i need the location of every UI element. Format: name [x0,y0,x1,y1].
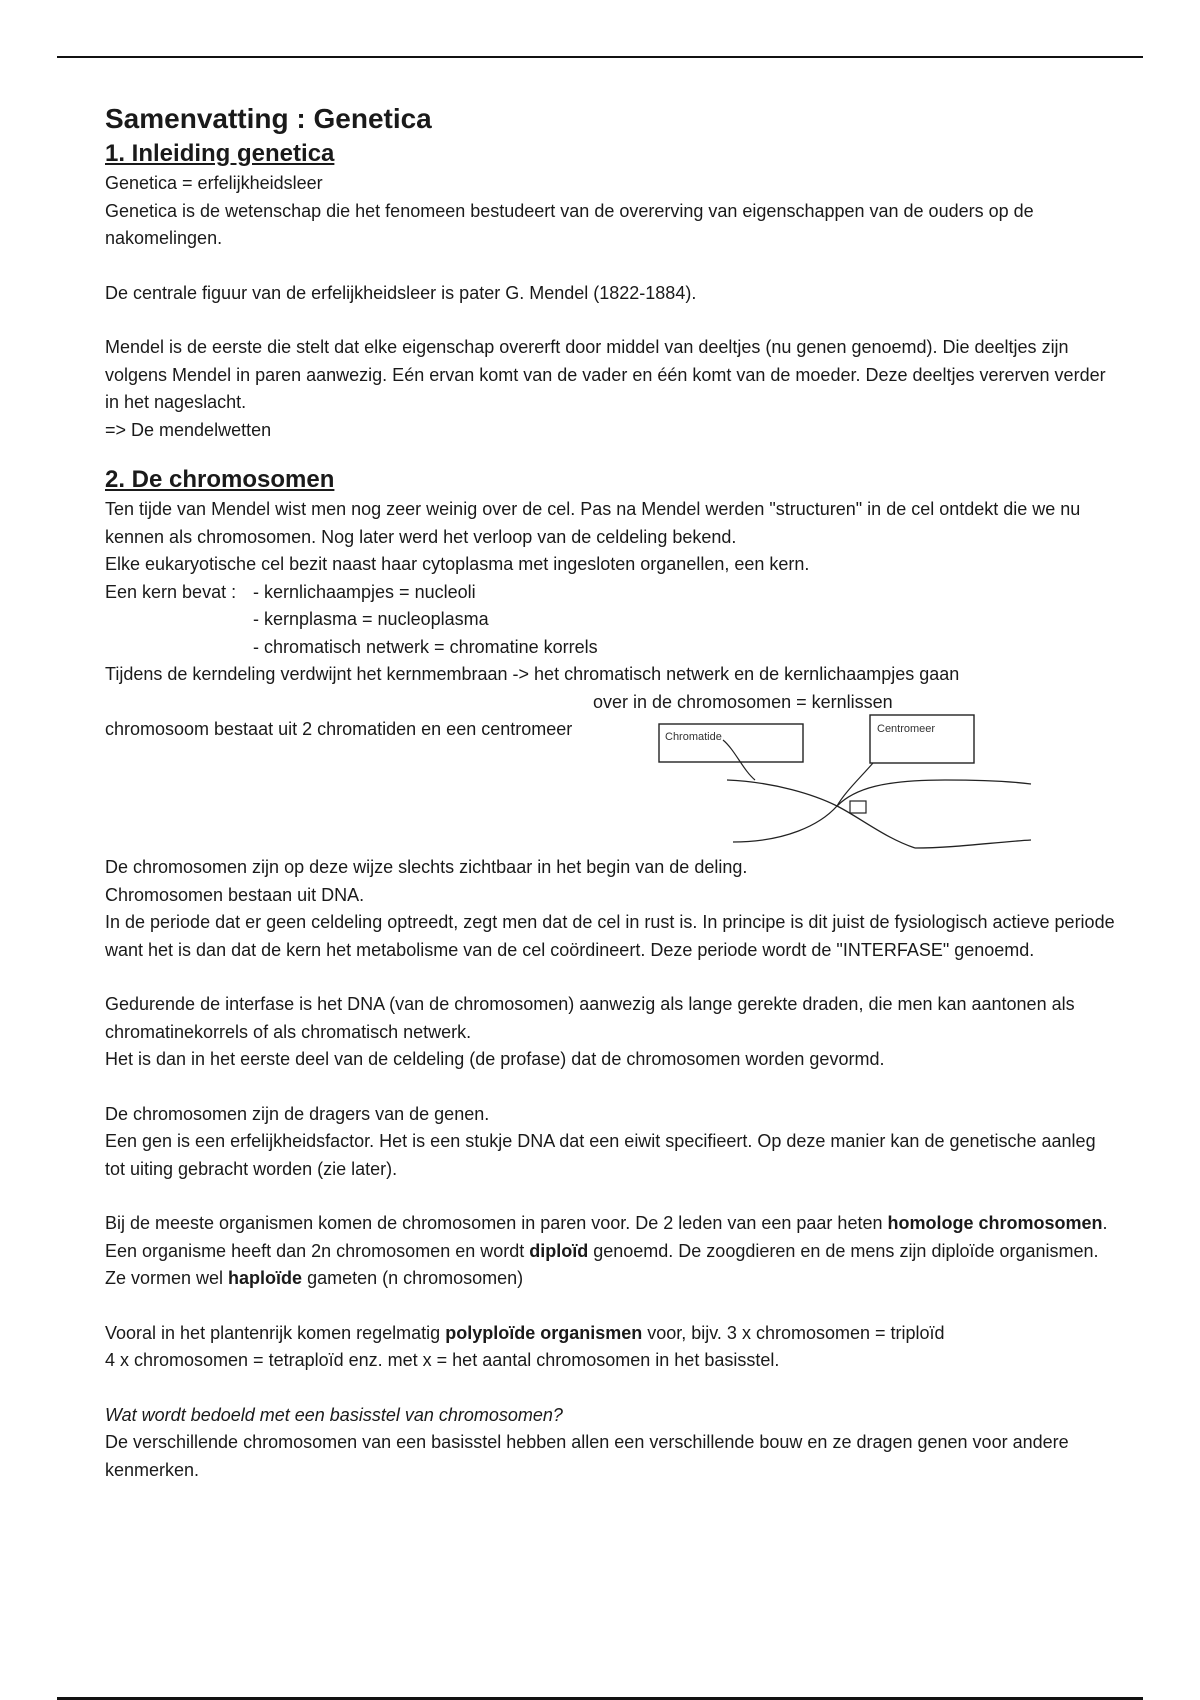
paragraph: Gedurende de interfase is het DNA (van de chromosomen) aanwezig als lange gerekte draden, die men kan aantonen als chromatinekorrels of als chromatisch netwerk. [105,994,1075,1042]
list-item: - chromatisch netwerk = chromatine korrels [253,636,598,657]
kern-list [105,579,1115,607]
chromosome-caption: chromosoom bestaat uit 2 chromatiden en een centromeer [105,719,573,739]
chromatide-label-box [659,724,803,762]
list-item: - kernlichaampjes = nucleoli [253,581,476,602]
question: Wat wordt bedoeld met een basisstel van chromosomen? [105,1404,563,1425]
page-title: Samenvatting : Genetica [105,103,432,134]
term-polyploide: polyploïde organismen [445,1322,643,1343]
paragraph: Tijdens de kerndeling verdwijnt het kernmembraan -> het chromatisch netwerk en de kernlichaampjes gaan [105,664,960,684]
paragraph: Mendel is de eerste die stelt dat elke eigenschap overerft door middel van deeltjes (nu genen genoemd). Die deeltjes zijn volgens Mendel in paren aanwezig. Eén ervan komt van de vader en één komt van de moeder. Deze deeltjes vererven verder in het nageslacht. [105,337,1106,412]
section-1-heading: 1. Inleiding genetica [105,140,335,167]
paragraph: Ten tijde van Mendel wist men nog zeer weinig over de cel. Pas na Mendel werden "structuren" in de cel ontdekt die we nu kennen als chromosomen. Nog later werd het verloop van de celdeling bekend. [105,499,1081,547]
answer: De verschillende chromosomen van een basisstel hebben allen een verschillende bouw en ze dragen genen voor andere kenmerken. [105,1432,1069,1480]
section-2-heading: 2. De chromosomen [105,466,335,493]
paragraph: De chromosomen zijn op deze wijze slechts zichtbaar in het begin van de deling. [105,857,748,877]
chromatid-arm-3 [915,840,1031,848]
chromatide-pointer [723,740,755,780]
definition: Genetica = erfelijkheidsleer [105,173,323,193]
chromosome-diagram [645,710,1115,850]
paragraph: over in de chromosomen = kernlissen [593,691,893,712]
paragraph: 4 x chromosomen = tetraploïd enz. met x = het aantal chromosomen in het basisstel. [105,1350,780,1370]
term-diploid: diploïd [529,1240,589,1261]
paragraph: In de periode dat er geen celdeling optreedt, zegt men dat de cel in rust is. In principe is dit juist de fysiologisch actieve periode want het is dan dat de kern het metabolisme van de cel coördineert. Deze periode wordt de "INTERFASE" genoemd. [105,912,1115,960]
document-body [105,100,1115,1484]
paragraph: Genetica is de wetenschap die het fenomeen bestudeert van de overerving van eigenschappen van de ouders op de nakomelingen. [105,200,1034,248]
centromeer-pointer [837,763,873,806]
centromeer-label: Centromeer [877,723,936,735]
term-haploide: haploïde [228,1268,303,1288]
paragraph: => De mendelwetten [105,419,272,440]
centromere-marker [850,801,866,813]
paragraph-homologe: Bij de meeste organismen komen de chromosomen in paren voor. De 2 leden van een paar heten homologe chromosomen. Een organisme heeft dan 2n chromosomen en wordt diploïd genoemd. De zoogdieren en de mens zijn diploïde organismen. Ze vormen wel haploïde gameten (n chromosomen) [105,1213,1108,1288]
paragraph: Een gen is een erfelijkheidsfactor. Het is een stukje DNA dat een eiwit specifieert. Op deze manier kan de genetische aanleg tot uiting gebracht worden (zie later). [105,1131,1096,1179]
top-rule [57,56,1143,58]
paragraph-polyploide: Vooral in het plantenrijk komen regelmatig polyploïde organismen voor, bijv. 3 x chromosomen = triploïd [105,1322,945,1343]
paragraph: Chromosomen bestaan uit DNA. [105,884,365,905]
list-item: - kernplasma = nucleoplasma [253,609,489,629]
paragraph: Elke eukaryotische cel bezit naast haar cytoplasma met ingesloten organellen, een kern. [105,554,810,574]
paragraph: De chromosomen zijn de dragers van de genen. [105,1103,490,1124]
chromatid-arm-1 [727,780,915,848]
kern-list-lead: Een kern bevat : [105,581,237,602]
chromatide-label: Chromatide [665,731,722,743]
paragraph: De centrale figuur van de erfelijkheidsleer is pater G. Mendel (1822-1884). [105,282,697,303]
term-homologe: homologe chromosomen [887,1213,1103,1233]
chromosome-figure-row [105,716,1115,854]
paragraph: Het is dan in het eerste deel van de celdeling (de profase) dat de chromosomen worden gevormd. [105,1049,885,1069]
